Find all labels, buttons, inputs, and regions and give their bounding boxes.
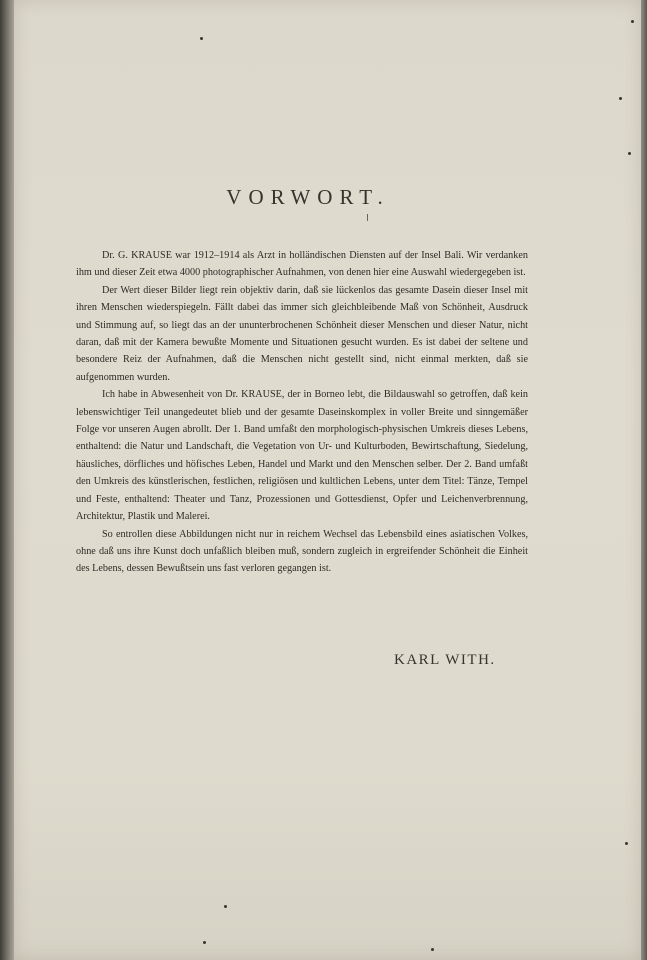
paragraph: Der Wert dieser Bilder liegt rein objektiv darin, daß sie lückenlos das gesamte Dasein dieser Insel mit ihren Menschen wiederspiegeln. Fällt dabei das immer sich gleichbleibende Maß von Schönheit, Ausdruck und Stimmung auf, so liegt das an der ununterbrochenen Schönheit dieser Menschen und dieser Natur, nicht daran, daß mit der Kamera bewußte Momente und Situationen gesucht wurden. Es ist dabei der seltene und besondere Reiz der Aufnahmen, daß die Menschen nicht gestellt sind, nicht einmal merkten, daß sie aufgenommen wurden. <box>76 284 528 383</box>
book-page <box>14 0 641 960</box>
paper-speck <box>224 905 227 908</box>
page-title: VORWORT. <box>226 185 390 209</box>
author-signature: KARL WITH. <box>394 652 496 668</box>
paper-speck <box>619 97 622 100</box>
paragraph: Ich habe in Abwesenheit von Dr. KRAUSE, der in Borneo lebt, die Bildauswahl so getroffen, daß kein lebenswichtiger Teil unangedeutet blieb und der gesamte Daseinskomplex in voller Breite und sinngemäßer Folge vor unseren Augen abrollt. Der 1. Band umfaßt den morphologisch-physischen Umkreis dieses Lebens, enthaltend: die Natur und Landschaft, die Vegetation von Ur- und Kulturboden, Bewirtschaftung, Siedelung, häusliches, dörfliches und höfisches Leben, Handel und Markt und den Menschen selber. Der 2. Band umfaßt den Umkreis des künstlerischen, festlichen, religiösen und kultlichen Lebens, unter dem Titel: Tänze, Tempel und Feste, enthaltend: Theater und Tanz, Prozessionen und Gottesdienst, Opfer und Leichenverbrennung, Architektur, Plastik und Malerei. <box>76 389 528 523</box>
paragraph: Dr. G. KRAUSE war 1912–1914 als Arzt in holländischen Diensten auf der Insel Bali. Wir verdanken ihm und dieser Zeit etwa 4000 photographischer Aufnahmen, von denen hier eine Auswahl wiedergegeben ist. <box>76 250 528 279</box>
foreword-text <box>76 247 528 578</box>
paper-speck <box>200 37 203 40</box>
paper-speck <box>625 842 628 845</box>
paper-speck <box>203 941 206 944</box>
paper-speck <box>431 948 434 951</box>
printer-mark <box>367 214 368 221</box>
paper-speck <box>628 152 631 155</box>
paragraph: So entrollen diese Abbildungen nicht nur in reichem Wechsel das Lebensbild eines asiatischen Volkes, ohne daß uns ihre Kunst doch unfaßlich bleiben muß, sondern zugleich in ergreifender Schönheit die Einheit des Lebens, dessen Bewußtsein uns fast verloren gegangen ist. <box>76 528 528 575</box>
paper-speck <box>631 20 634 23</box>
